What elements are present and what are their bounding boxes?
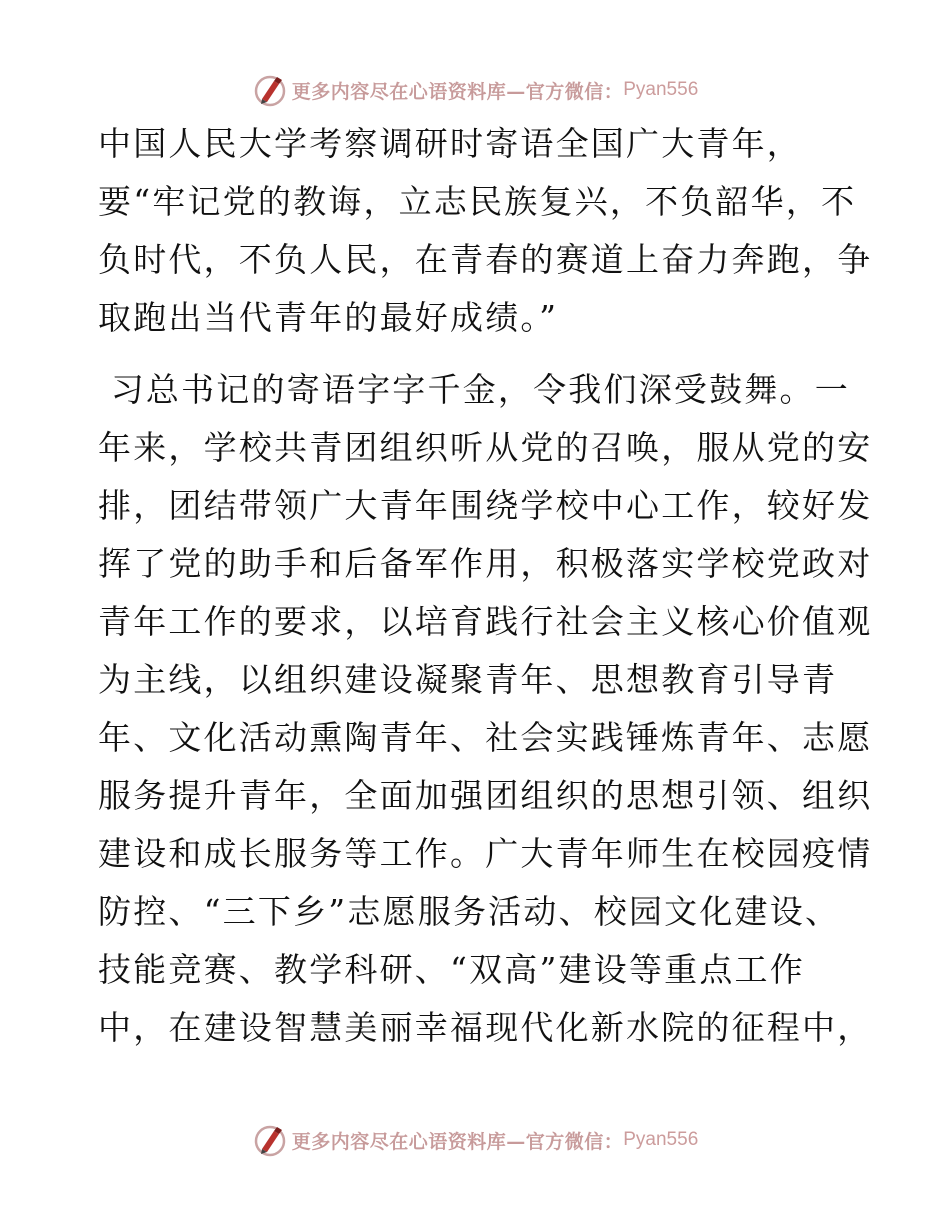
text-line: 要“牢记党的教诲，立志民族复兴，不负韶华，不 [98, 182, 857, 221]
text-line: 中国人民大学考察调研时寄语全国广大青年， [98, 124, 802, 163]
text-line: 年来，学校共青团组织听从党的召唤，服从党的安 [98, 428, 873, 467]
text-line: 青年工作的要求，以培育践行社会主义核心价值观 [98, 602, 873, 641]
text-line: 中，在建设智慧美丽幸福现代化新水院的征程中， [98, 1008, 873, 1047]
header-wechat-id: Pyan556 [623, 79, 699, 100]
paragraph-2 [98, 368, 873, 1050]
header-banner-text: 更多内容尽在心语资料库—官方微信： [291, 80, 624, 103]
footer-wechat-id: Pyan556 [623, 1129, 699, 1150]
text-line: 排，团结带领广大青年围绕学校中心工作，较好发 [98, 486, 873, 525]
text-line: 技能竞赛、教学科研、“双高”建设等重点工作 [98, 950, 805, 989]
header-banner [0, 70, 950, 110]
text-line: 习总书记的寄语字字千金，令我们深受鼓舞。一 [98, 370, 850, 409]
text-line: 年、文化活动熏陶青年、社会实践锤炼青年、志愿 [98, 718, 873, 757]
text-line: 取跑出当代青年的最好成绩。” [98, 298, 559, 337]
text-line: 建设和成长服务等工作。广大青年师生在校园疫情 [98, 834, 873, 873]
logo-icon [252, 1122, 288, 1158]
footer-banner-text: 更多内容尽在心语资料库—官方微信： [291, 1130, 624, 1153]
paragraph-1 [98, 122, 873, 340]
text-line: 负时代，不负人民，在青春的赛道上奋力奔跑，争 [98, 240, 873, 279]
document-body [98, 122, 873, 1064]
text-line: 服务提升青年，全面加强团组织的思想引领、组织 [98, 776, 873, 815]
logo-icon [252, 72, 288, 108]
text-line: 为主线，以组织建设凝聚青年、思想教育引导青 [98, 660, 838, 699]
text-line: 挥了党的助手和后备军作用，积极落实学校党政对 [98, 544, 873, 583]
footer-banner [0, 1120, 950, 1160]
paragraph-gap [98, 354, 868, 368]
text-line: 防控、“三下乡”志愿服务活动、校园文化建设、 [98, 892, 841, 931]
